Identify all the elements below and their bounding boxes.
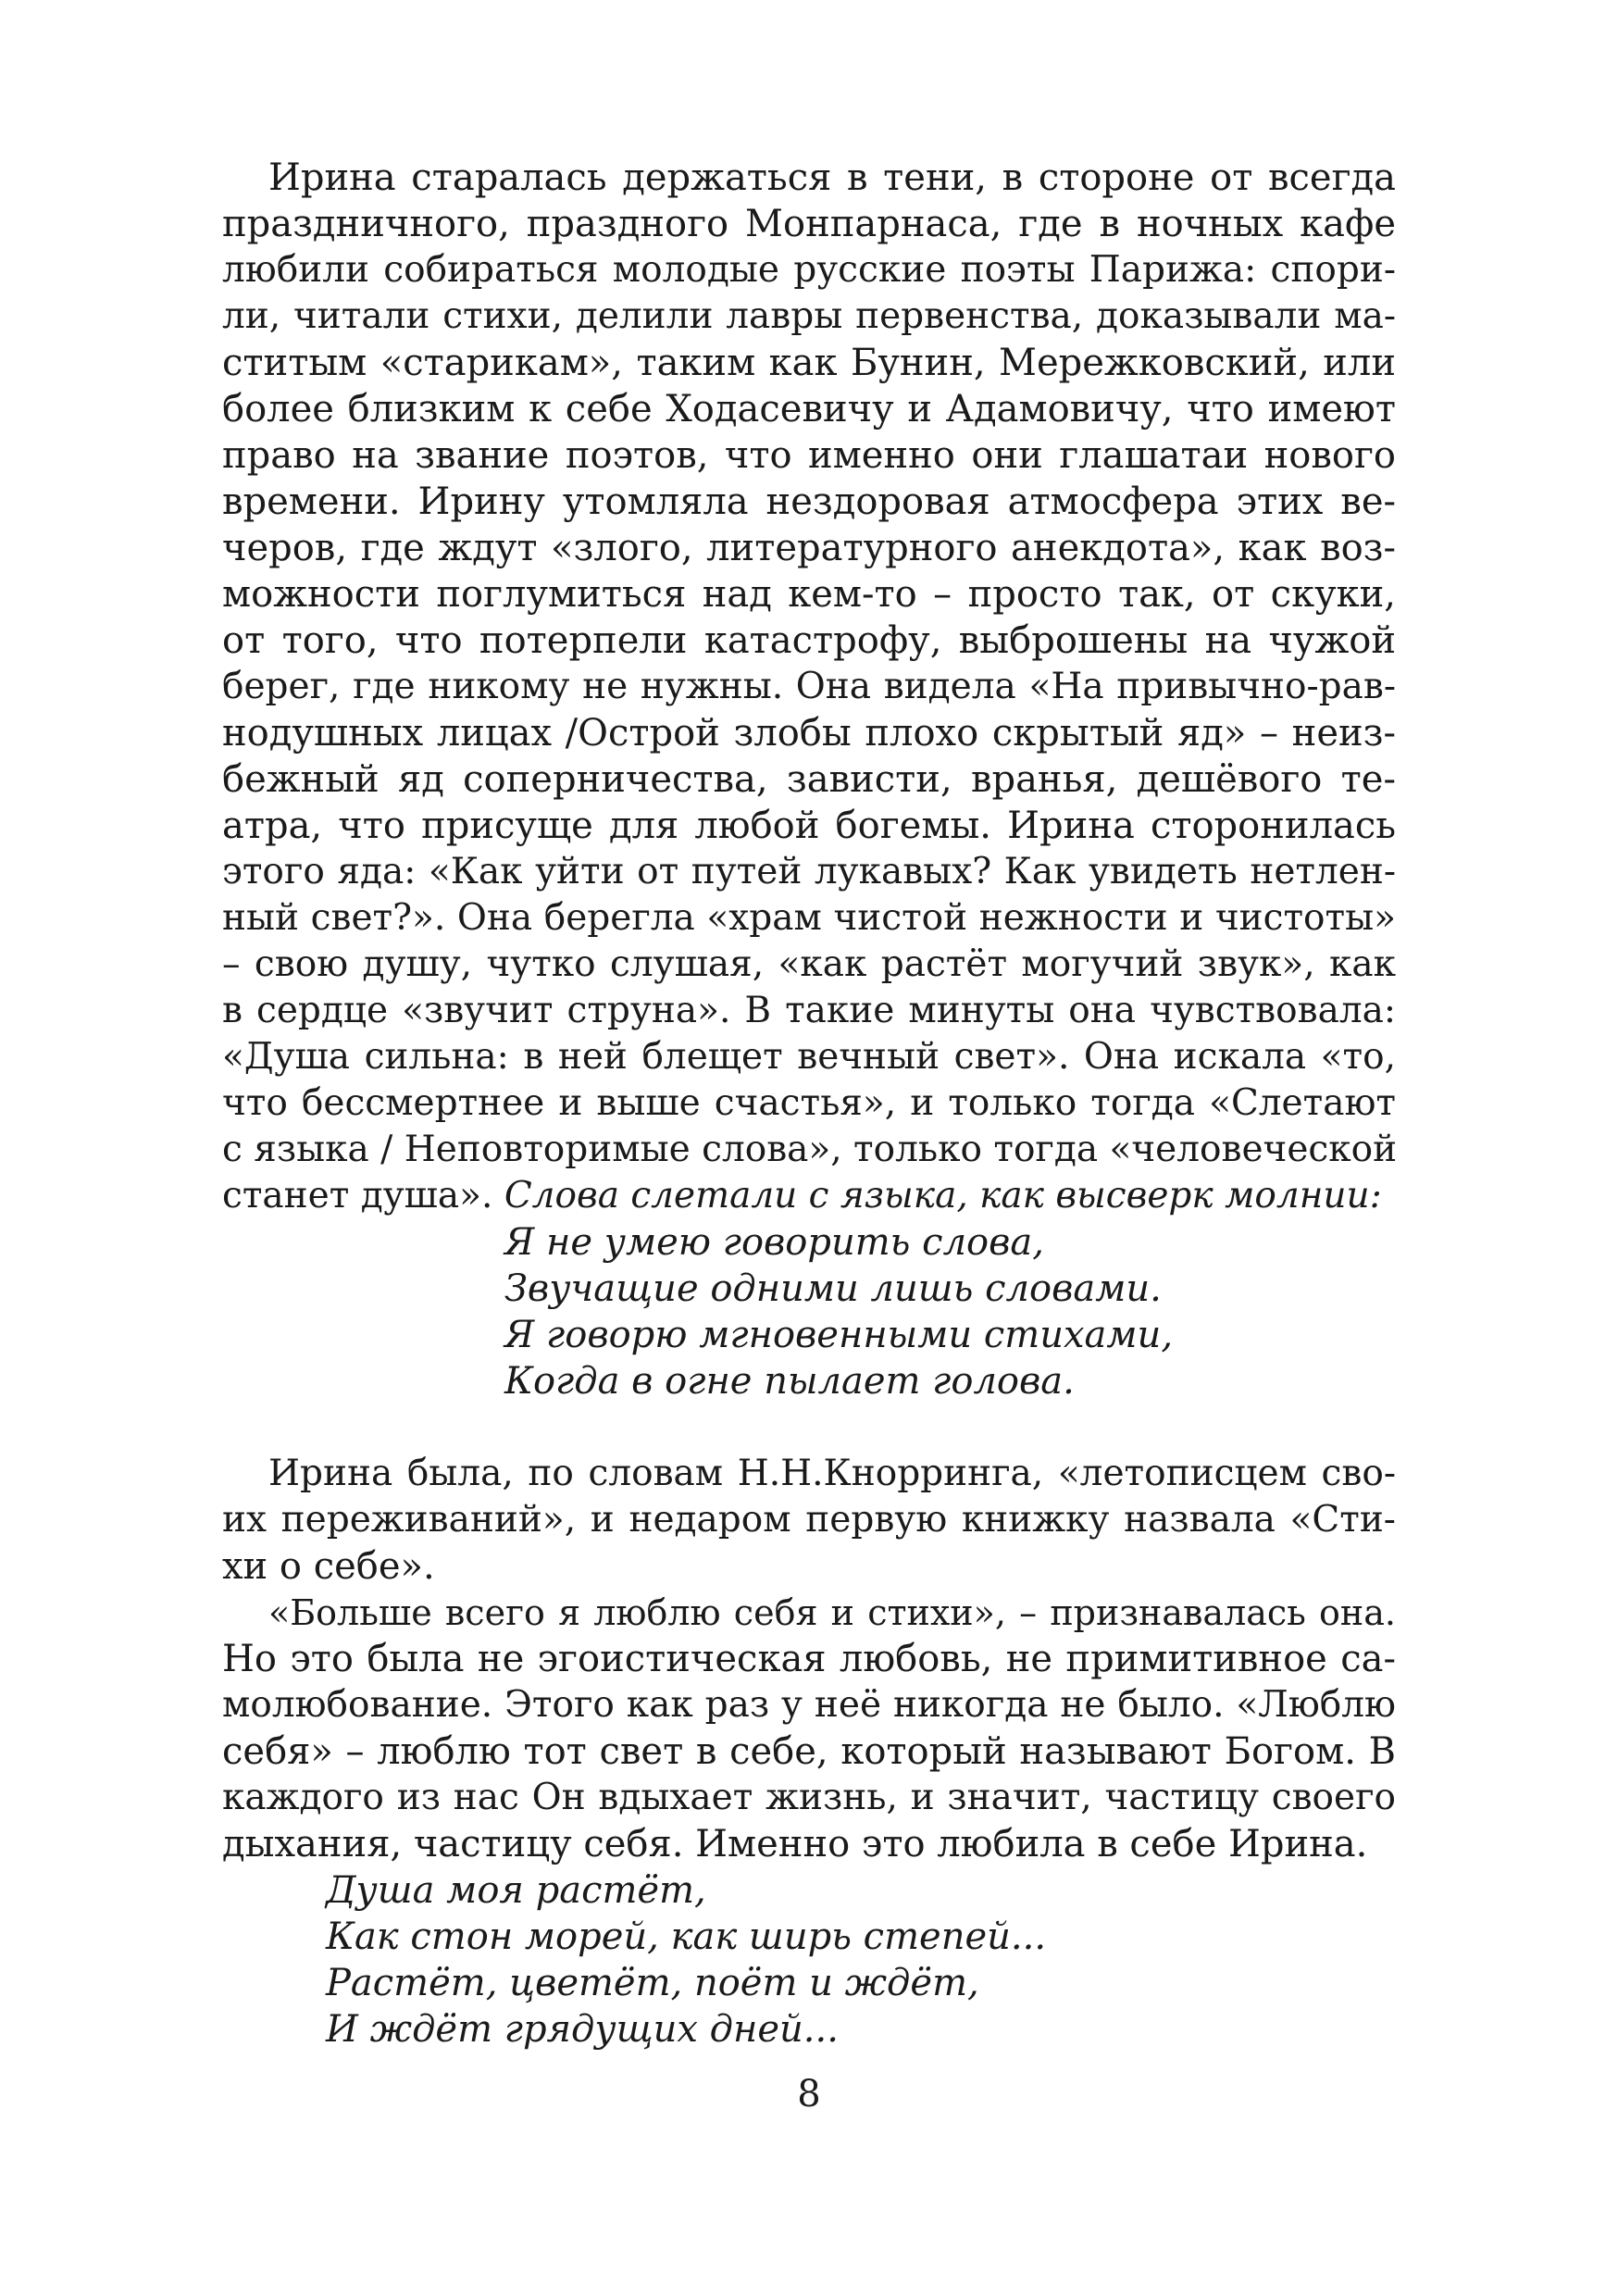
paragraph-1-line: с языка / Неповторимые слова», только тогда «человеческой (222, 1129, 1398, 1170)
poem-1-line: Когда в огне пылает голова. (504, 1360, 1075, 1403)
paragraph-1-line: можности поглумиться над кем-то – просто так, от скуки, (222, 573, 1396, 616)
paragraph-1-line: нодушных лицах /Острой злобы плохо скрытый яд» – неиз- (222, 712, 1396, 755)
paragraph-3-line: каждого из нас Он вдыхает жизнь, и значит, частицу своего (222, 1777, 1396, 1818)
paragraph-1-last-italic: Слова слетали с языка, как высверк молнии: (504, 1175, 1382, 1217)
paragraph-1-line: «Душа сильна: в ней блещет вечный свет». Она искала «то, (222, 1036, 1396, 1078)
paragraph-2-line: Ирина была, по словам Н.Н.Кнорринга, «летописцем сво- (268, 1453, 1396, 1494)
paragraph-3-line: «Больше всего я люблю себя и стихи», – признавалась она. (268, 1592, 1396, 1633)
paragraph-1-line: более близким к себе Ходасевичу и Адамовичу, что имеют (222, 388, 1396, 430)
paragraph-1-line: времени. Ирину утомляла нездоровая атмосфера этих ве- (222, 480, 1396, 523)
paragraph-1-line: от того, что потерпели катастрофу, выброшены на чужой (222, 619, 1396, 662)
poem-2-line: Душа моя растёт, (326, 1869, 706, 1912)
paragraph-1-line: берег, где никому не нужны. Она видела «На привычно-рав- (222, 666, 1396, 707)
paragraph-1-line: Ирина старалась держаться в тени, в стороне от всегда (268, 156, 1396, 199)
paragraph-1-line: атра, что присуще для любой богемы. Ирина сторонилась (222, 805, 1396, 847)
paragraph-2-line: хи о себе». (222, 1545, 435, 1588)
poem-2-line: Растёт, цветёт, поёт и ждёт, (326, 1962, 979, 2004)
poem-2-line: Как стон морей, как ширь степей... (326, 1915, 1047, 1958)
paragraph-1-line: ститым «старикам», таким как Бунин, Мережковский, или (222, 342, 1396, 384)
paragraph-3-line: молюбование. Этого как раз у неё никогда не было. «Люблю (222, 1684, 1396, 1726)
poem-1-line: Я не умею говорить слова, (504, 1221, 1044, 1264)
paragraph-3-line: дыхания, частицу себя. Именно это любила в себе Ирина. (222, 1823, 1368, 1866)
paragraph-3-line: Но это была не эгоистическая любовь, не примитивное са- (222, 1638, 1396, 1680)
paragraph-1-line: ли, читали стихи, делили лавры первенства, доказывали ма- (222, 295, 1396, 337)
paragraph-1-line: в сердце «звучит струна». В такие минуты она чувствовала: (222, 990, 1396, 1031)
paragraph-1-line: право на звание поэтов, что именно они глашатаи нового (222, 434, 1396, 477)
paragraph-1-line: праздничного, праздного Монпарнаса, где в ночных кафе (222, 203, 1396, 245)
paragraph-1-line: – свою душу, чутко слушая, «как растёт могучий звук», как (222, 943, 1396, 985)
paragraph-3-line: себя» – люблю тот свет в себе, который называют Богом. В (222, 1730, 1396, 1773)
paragraph-1-line: ный свет?». Она берегла «храм чистой нежности и чистоты» (222, 897, 1396, 939)
paragraph-2-line: их переживаний», и недаром первую книжку назвала «Сти- (222, 1499, 1396, 1541)
paragraph-1-last-line (222, 1174, 1396, 1220)
poem-1-line: Звучащие одними лишь словами. (504, 1267, 1162, 1310)
paragraph-1-line: бежный яд соперничества, зависти, вранья, дешёвого те- (222, 758, 1396, 801)
paragraph-1-line: черов, где ждут «злого, литературного анекдота», как воз- (222, 527, 1396, 569)
page-number: 8 (797, 2073, 821, 2115)
paragraph-1-line: любили собираться молодые русские поэты Парижа: спори- (222, 249, 1396, 291)
paragraph-1-line: что бессмертнее и выше счастья», и только тогда «Слетают (222, 1082, 1396, 1124)
paragraph-1-line: этого яда: «Как уйти от путей лукавых? Как увидеть нетлен- (222, 851, 1396, 892)
poem-1-line: Я говорю мгновенными стихами, (504, 1314, 1174, 1356)
paragraph-1-last-plain: станет душа». (222, 1175, 504, 1217)
poem-2-line: И ждёт грядущих дней... (326, 2008, 839, 2051)
